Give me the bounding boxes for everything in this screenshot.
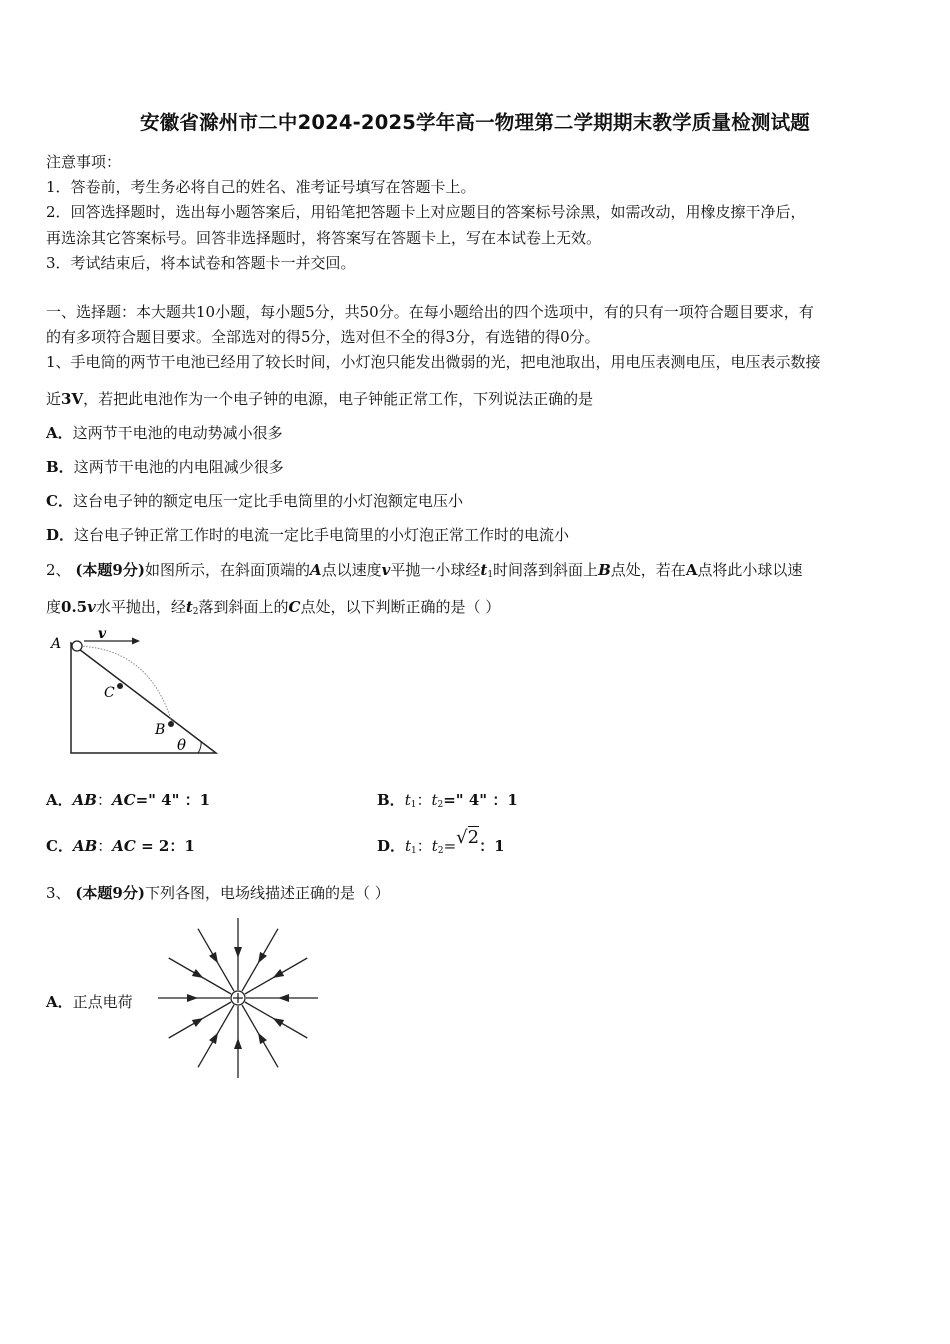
label-a: A [51, 636, 62, 652]
field-arrowhead [234, 947, 242, 958]
notice-item-2a: 2．回答选择题时，选出每小题答案后，用铅笔把答题卡上对应题目的答案标号涂黑，如需改动，用橡皮擦干净后， [46, 203, 806, 221]
velocity-arrowhead [132, 638, 140, 645]
q1-option-d[interactable]: D．这台电子钟正常工作时的电流一定比手电筒里的小灯泡正常工作时的电流小 [46, 526, 570, 544]
label-c: C [104, 685, 115, 701]
q1-option-c[interactable]: C．这台电子钟的额定电压一定比手电筒里的小灯泡额定电压小 [46, 492, 463, 510]
notice-heading: 注意事项： [46, 153, 122, 171]
field-arrowhead [192, 1018, 204, 1027]
point-c [117, 683, 123, 689]
notice-item-3: 3．考试结束后，将本试卷和答题卡一并交回。 [46, 254, 356, 272]
label-b: B [155, 722, 166, 738]
field-arrowhead [278, 994, 289, 1002]
sqrt-symbol: √2 [456, 827, 480, 848]
q2-option-b[interactable]: B．$t_1$：$t_2=$" 4" ：1 [377, 791, 518, 810]
field-arrowhead [209, 952, 218, 964]
label-v: v [98, 626, 107, 642]
angle-arc [198, 741, 201, 753]
q2-option-d[interactable]: D．$t_1$：$t_2=√2$：1 [377, 827, 505, 856]
q1-option-b[interactable]: B．这两节干电池的内电阻减少很多 [46, 458, 284, 476]
q1-stem-line1: 1、手电筒的两节干电池已经用了较长时间，小灯泡只能发出微弱的光，把电池取出，用电压表测电压，电压表示数接 [46, 353, 821, 371]
incline-figure [46, 628, 226, 758]
q3-stem: 3、 (本题9分)下列各图，电场线描述正确的是（ ） [46, 884, 390, 902]
label-theta: θ [177, 736, 187, 754]
q2-stem-line2: 度0.5v水平抛出，经$t_2$落到斜面上的C点处，以下判断正确的是（ ） [46, 598, 501, 617]
field-arrowhead [187, 994, 198, 1002]
q2-option-c[interactable]: C．AB：AC = 2：1 [46, 837, 195, 855]
section-instructions-1: 一、选择题：本大题共10小题，每小题5分，共50分。在每小题给出的四个选项中，有的只有一项符合题目要求，有 [46, 303, 814, 321]
section-instructions-2: 的有多项符合题目要求。全部选对的得5分，选对但不全的得3分，有选错的得0分。 [46, 328, 600, 346]
field-arrowhead [258, 1033, 267, 1045]
q1-stem-line2: 近3V，若把此电池作为一个电子钟的电源，电子钟能正常工作，下列说法正确的是 [46, 390, 594, 408]
field-arrowhead [273, 1018, 285, 1027]
field-arrowhead [192, 969, 204, 978]
point-b [168, 721, 174, 727]
incline-triangle [71, 643, 216, 753]
field-arrowhead [258, 952, 267, 964]
field-arrowhead [273, 969, 285, 978]
ball-at-a [72, 641, 82, 651]
notice-item-2b: 再选涂其它答案标号。回答非选择题时，将答案写在答题卡上，写在本试卷上无效。 [46, 229, 602, 247]
q3-option-a[interactable]: A．正点电荷 [46, 993, 133, 1011]
page-title: 安徽省滁州市二中2024-2025学年高一物理第二学期期末教学质量检测试题 [139, 111, 811, 134]
field-arrowhead [209, 1033, 218, 1045]
q2-option-a[interactable]: A．AB：AC=" 4" ：1 [46, 791, 211, 809]
q1-option-a[interactable]: A．这两节干电池的电动势减小很多 [46, 424, 283, 442]
q2-stem-line1: 2、 (本题9分)如图所示，在斜面顶端的A点以速度v平抛一小球经$t_1$时间落到斜面上B点处，若在A点将此小球以速 [46, 561, 803, 580]
field-lines-figure [155, 915, 321, 1081]
field-arrowhead [234, 1038, 242, 1049]
notice-item-1: 1．答卷前，考生务必将自己的姓名、准考证号填写在答题卡上。 [46, 178, 476, 196]
